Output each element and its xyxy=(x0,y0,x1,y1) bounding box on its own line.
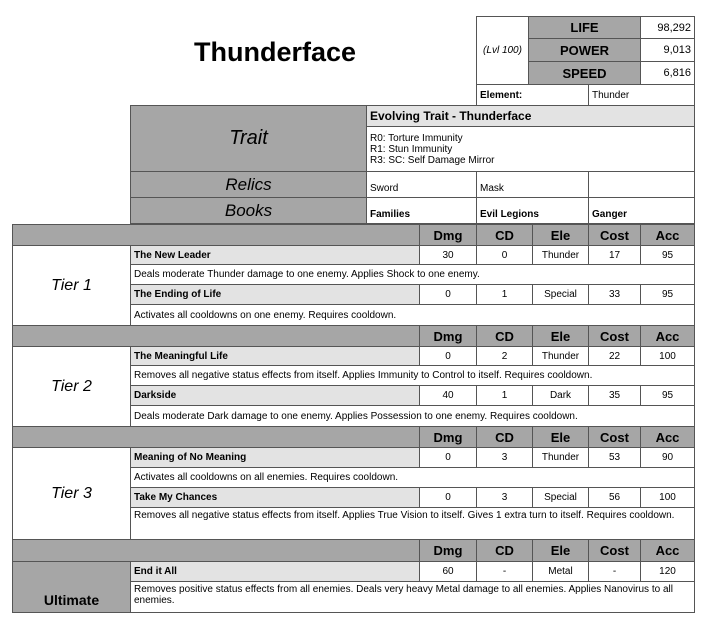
skill-ele: Metal xyxy=(532,561,589,582)
skill-ele: Special xyxy=(532,284,589,305)
skill-ele: Thunder xyxy=(532,346,589,366)
skill-acc: 95 xyxy=(640,284,695,305)
skill-name: The Ending of Life xyxy=(130,284,420,305)
skill-name: The New Leader xyxy=(130,245,420,265)
skill-cost: 53 xyxy=(588,447,641,468)
col-cost: Cost xyxy=(588,325,641,347)
relic-slot-3 xyxy=(588,171,695,198)
books-label: Books xyxy=(130,197,367,224)
skill-ele: Thunder xyxy=(532,245,589,265)
book-slot-1: Families xyxy=(366,197,477,224)
stat-speed-label: SPEED xyxy=(528,61,641,85)
col-cost: Cost xyxy=(588,426,641,448)
col-cd: CD xyxy=(476,224,533,246)
skill-cost: 22 xyxy=(588,346,641,366)
skill-cd: 3 xyxy=(476,487,533,508)
col-acc: Acc xyxy=(640,325,695,347)
level-text: (Lvl 100) xyxy=(483,45,522,56)
relic-slot-2: Mask xyxy=(476,171,589,198)
skill-desc: Removes all negative status effects from itself. Applies True Vision to itself. Gives 1 extra turn to itself. Requires cooldown. xyxy=(130,507,695,540)
stat-life-label: LIFE xyxy=(528,16,641,39)
col-acc: Acc xyxy=(640,539,695,562)
skill-cd: 1 xyxy=(476,284,533,305)
skill-desc: Activates all cooldowns on all enemies. Requires cooldown. xyxy=(130,467,695,488)
character-name: Thunderface xyxy=(193,36,357,67)
skill-dmg: 60 xyxy=(419,561,477,582)
trait-label: Trait xyxy=(130,105,367,172)
skill-name: Take My Chances xyxy=(130,487,420,508)
tier-1-label: Tier 1 xyxy=(12,245,131,326)
skill-ele: Special xyxy=(532,487,589,508)
col-ele: Ele xyxy=(532,325,589,347)
skill-cd: 3 xyxy=(476,447,533,468)
stat-speed-value: 6,816 xyxy=(640,61,695,85)
element-label: Element: xyxy=(476,84,589,106)
tier-2-label: Tier 2 xyxy=(12,346,131,427)
col-cd: CD xyxy=(476,426,533,448)
trait-lines xyxy=(366,126,695,172)
skill-cd: 0 xyxy=(476,245,533,265)
relic-slot-1: Sword xyxy=(366,171,477,198)
tier-2-header xyxy=(12,325,420,347)
ultimate-header xyxy=(12,539,420,562)
trait-line: R3: SC: Self Damage Mirror xyxy=(370,154,495,166)
stat-life-value: 98,292 xyxy=(640,16,695,39)
col-cost: Cost xyxy=(588,539,641,562)
book-slot-2: Evil Legions xyxy=(476,197,589,224)
stat-power-label: POWER xyxy=(528,38,641,62)
skill-dmg: 0 xyxy=(419,447,477,468)
skill-name: End it All xyxy=(130,561,420,582)
col-dmg: Dmg xyxy=(419,426,477,448)
skill-acc: 100 xyxy=(640,487,695,508)
skill-acc: 90 xyxy=(640,447,695,468)
tier-1-header xyxy=(12,224,420,246)
skill-name: Meaning of No Meaning xyxy=(130,447,420,468)
skill-dmg: 0 xyxy=(419,487,477,508)
stat-power-value: 9,013 xyxy=(640,38,695,62)
skill-cd: 1 xyxy=(476,385,533,406)
level-cell xyxy=(476,16,529,85)
skill-dmg: 0 xyxy=(419,284,477,305)
skill-name: Darkside xyxy=(130,385,420,406)
skill-cost: 33 xyxy=(588,284,641,305)
trait-line: R1: Stun Immunity xyxy=(370,143,453,155)
skill-cost: 35 xyxy=(588,385,641,406)
skill-acc: 120 xyxy=(640,561,695,582)
skill-acc: 95 xyxy=(640,385,695,406)
col-dmg: Dmg xyxy=(419,539,477,562)
trait-title: Evolving Trait - Thunderface xyxy=(366,105,695,127)
col-ele: Ele xyxy=(532,224,589,246)
col-acc: Acc xyxy=(640,426,695,448)
skill-acc: 95 xyxy=(640,245,695,265)
skill-desc: Activates all cooldowns on one enemy. Requires cooldown. xyxy=(130,304,695,326)
skill-desc: Removes positive status effects from all enemies. Deals very heavy Metal damage to all enemies. Applies Nanovirus to all enemies. xyxy=(130,581,695,613)
skill-cost: 17 xyxy=(588,245,641,265)
skill-acc: 100 xyxy=(640,346,695,366)
skill-desc: Removes all negative status effects from itself. Applies Immunity to Control to itself. Requires cooldown. xyxy=(130,365,695,386)
skill-cost: - xyxy=(588,561,641,582)
skill-desc: Deals moderate Thunder damage to one enemy. Applies Shock to one enemy. xyxy=(130,264,695,285)
col-dmg: Dmg xyxy=(419,224,477,246)
col-cost: Cost xyxy=(588,224,641,246)
skill-cd: - xyxy=(476,561,533,582)
tier-3-header xyxy=(12,426,420,448)
book-slot-3: Ganger xyxy=(588,197,695,224)
skill-dmg: 0 xyxy=(419,346,477,366)
skill-dmg: 30 xyxy=(419,245,477,265)
tier-3-label: Tier 3 xyxy=(12,447,131,540)
skill-ele: Dark xyxy=(532,385,589,406)
skill-cd: 2 xyxy=(476,346,533,366)
col-ele: Ele xyxy=(532,426,589,448)
element-value: Thunder xyxy=(588,84,695,106)
trait-line: R0: Torture Immunity xyxy=(370,132,463,144)
col-cd: CD xyxy=(476,325,533,347)
col-cd: CD xyxy=(476,539,533,562)
skill-dmg: 40 xyxy=(419,385,477,406)
ultimate-label: Ultimate xyxy=(12,561,131,613)
col-acc: Acc xyxy=(640,224,695,246)
skill-ele: Thunder xyxy=(532,447,589,468)
relics-label: Relics xyxy=(130,171,367,198)
col-ele: Ele xyxy=(532,539,589,562)
skill-name: The Meaningful Life xyxy=(130,346,420,366)
skill-desc: Deals moderate Dark damage to one enemy. Applies Possession to one enemy. Requires cooldown. xyxy=(130,405,695,427)
col-dmg: Dmg xyxy=(419,325,477,347)
skill-cost: 56 xyxy=(588,487,641,508)
